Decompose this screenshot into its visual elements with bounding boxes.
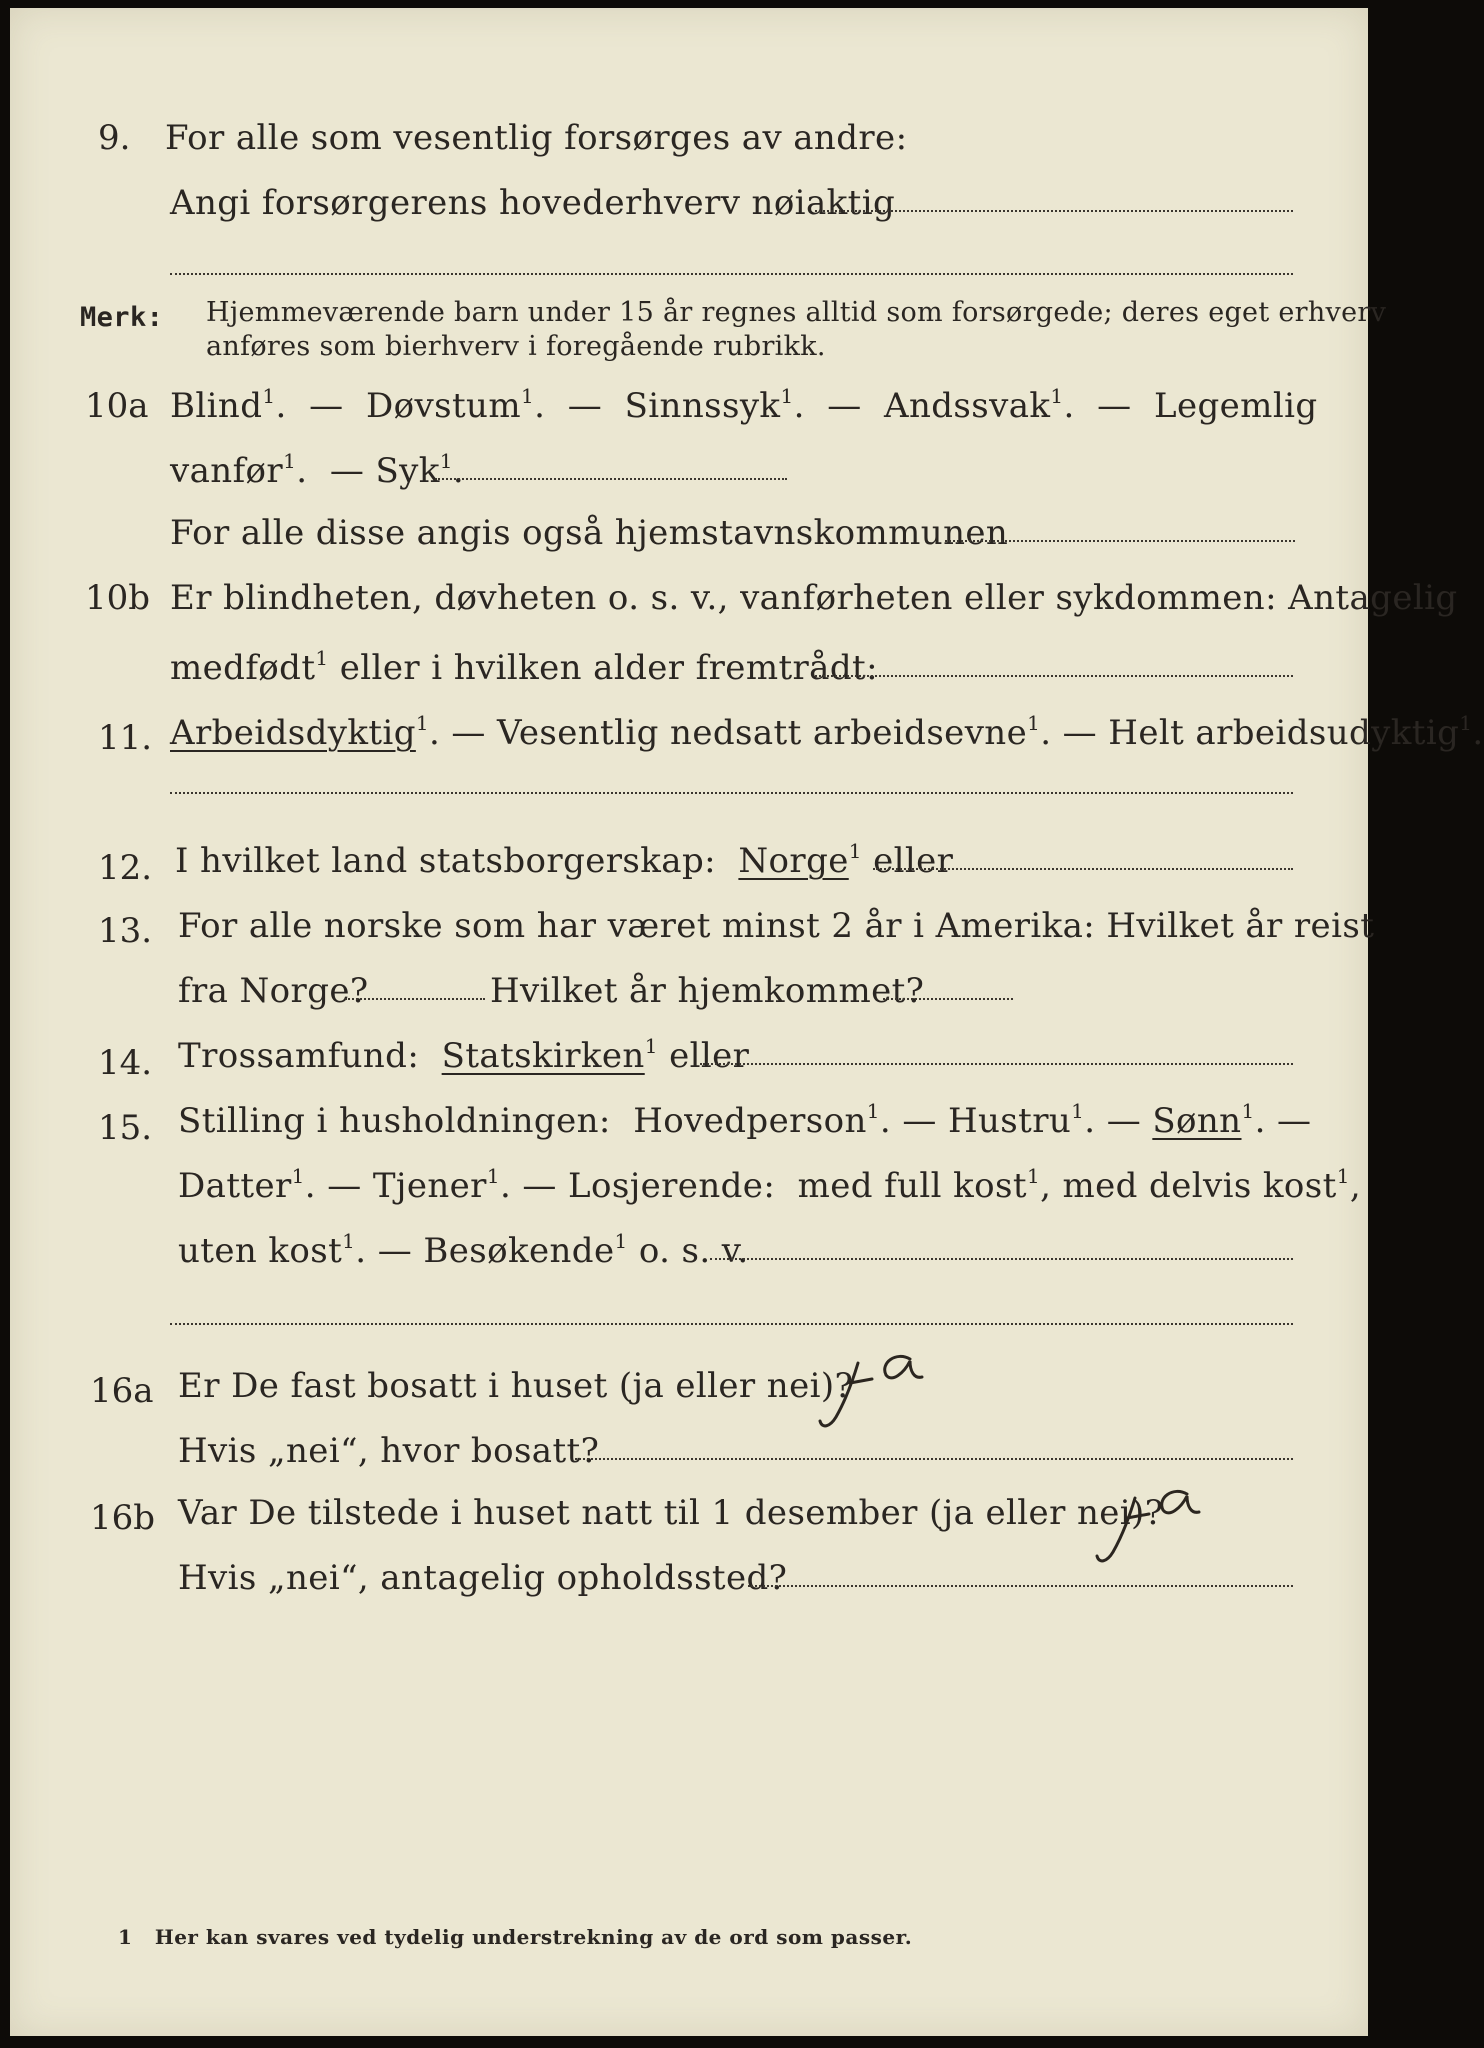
- merk-line2: anføres som bierhverv i foregående rubrikk.: [206, 331, 826, 362]
- option-datter[interactable]: Datter: [178, 1166, 292, 1206]
- option-andssvak[interactable]: Andssvak: [884, 386, 1051, 426]
- option-hovedperson[interactable]: Hovedperson: [633, 1101, 867, 1141]
- option-besokende[interactable]: Besøkende: [423, 1231, 615, 1271]
- q13-hjemkommet-line[interactable]: [883, 998, 1013, 1000]
- q10a-options-row2: vanfør$^1$. — Syk$^1$.: [170, 448, 465, 491]
- q11-options-row: Arbeidsdyktig$^1$. — Vesentlig nedsatt arbeidsevne$^1$. — Helt arbeidsudyktig$^1$.: [170, 710, 1484, 753]
- option-helt-arbeidsudyktig[interactable]: Helt arbeidsudyktig: [1108, 713, 1460, 753]
- q13-number: 13.: [98, 911, 153, 951]
- option-syk[interactable]: Syk: [375, 451, 440, 491]
- q16a-line1: Er De fast bosatt i huset (ja eller nei)?: [178, 1366, 854, 1406]
- option-delvis-kost[interactable]: med delvis kost: [1062, 1166, 1337, 1206]
- census-form-page: [10, 8, 1484, 2036]
- q16b-line2: Hvis „nei“, antagelig opholdssted?: [178, 1558, 788, 1598]
- q16b-handwritten-answer: [1075, 1470, 1225, 1580]
- q9-answer-line[interactable]: [815, 210, 1293, 212]
- q16b-line1: Var De tilstede i huset natt til 1 desember (ja eller nei)?: [178, 1493, 1164, 1533]
- q10b-answer-line[interactable]: [815, 675, 1293, 677]
- option-vesentlig-nedsatt[interactable]: Vesentlig nedsatt arbeidsevne: [497, 713, 1028, 753]
- q15-row1: Stilling i husholdningen: Hovedperson$^1$. — Hustru$^1$. — Sønn$^1$. —: [178, 1098, 1312, 1141]
- q12-number: 12.: [98, 848, 153, 888]
- q15-number: 15.: [98, 1108, 153, 1148]
- option-uten-kost[interactable]: uten kost: [178, 1231, 343, 1271]
- q16a-handwritten-answer: [800, 1333, 950, 1443]
- q10a-options-row: Blind$^1$. — Døvstum$^1$. — Sinnssyk$^1$. — Andssvak$^1$. — Legemlig: [170, 383, 1318, 426]
- q11-number: 11.: [98, 718, 153, 758]
- footnote: 1 Her kan svares ved tydelig understrekning av de ord som passer.: [118, 1925, 913, 1949]
- q9-number: 9.: [98, 118, 131, 158]
- q15-row3: uten kost$^1$. — Besøkende$^1$ o. s. v.: [178, 1228, 749, 1271]
- q10a-hjemstavn-line[interactable]: [945, 540, 1295, 542]
- q14-number: 14.: [98, 1043, 153, 1083]
- option-hustru[interactable]: Hustru: [947, 1101, 1072, 1141]
- q10a-number: 10a: [85, 386, 149, 426]
- option-statskirken[interactable]: Statskirken: [441, 1036, 645, 1076]
- merk-line1: Hjemmeværende barn under 15 år regnes alltid som forsørgede; deres eget erhverv: [206, 297, 1387, 328]
- q12-row: I hvilket land statsborgerskap: Norge$^1$ eller: [175, 838, 954, 881]
- q9-line2: Angi forsørgerens hovederhverv nøiaktig: [170, 183, 896, 223]
- option-dovstum[interactable]: Døvstum: [365, 386, 521, 426]
- q16a-line2: Hvis „nei“, hvor bosatt?: [178, 1431, 600, 1471]
- q13-line1: For alle norske som har været minst 2 år i Amerika: Hvilket år reist: [178, 906, 1375, 946]
- q10a-answer-line[interactable]: [435, 478, 787, 480]
- q14-answer-line[interactable]: [700, 1063, 1293, 1065]
- option-sonn[interactable]: Sønn: [1152, 1101, 1242, 1141]
- q13-fra-norge: fra Norge?: [178, 971, 369, 1011]
- option-full-kost[interactable]: med full kost: [797, 1166, 1027, 1206]
- q9-answer-line-2[interactable]: [170, 273, 1293, 275]
- q13-reist-line[interactable]: [345, 998, 485, 1000]
- q9-line1: For alle som vesentlig forsørges av andre:: [165, 118, 908, 158]
- option-blind[interactable]: Blind: [170, 386, 263, 426]
- q14-row: Trossamfund: Statskirken$^1$ eller: [178, 1033, 750, 1076]
- q10b-line2: medfødt$^1$ eller i hvilken alder fremtrådt:: [170, 645, 878, 688]
- q10b-line1: Er blindheten, døvheten o. s. v., vanførheten eller sykdommen: Antagelig: [170, 578, 1458, 618]
- option-tjener[interactable]: Tjener: [372, 1166, 487, 1206]
- merk-label: Merk:: [80, 302, 164, 333]
- q10b-number: 10b: [85, 578, 151, 618]
- q16b-number: 16b: [90, 1498, 156, 1538]
- q10a-line3: For alle disse angis også hjemstavnskommunen: [170, 513, 1009, 553]
- q11-answer-line[interactable]: [170, 792, 1293, 794]
- q13-hjemkommet: Hvilket år hjemkommet?: [490, 971, 925, 1011]
- q15-answer-line-2[interactable]: [170, 1323, 1293, 1325]
- option-medfodt[interactable]: medfødt: [170, 648, 316, 688]
- option-legemlig[interactable]: Legemlig: [1154, 386, 1318, 426]
- q15-row2: Datter$^1$. — Tjener$^1$. — Losjerende: med full kost$^1$, med delvis kost$^1$,: [178, 1163, 1362, 1206]
- q12-answer-line[interactable]: [873, 868, 1293, 870]
- option-norge[interactable]: Norge: [738, 841, 849, 881]
- q15-answer-line[interactable]: [710, 1258, 1293, 1260]
- option-arbeidsdyktig[interactable]: Arbeidsdyktig: [170, 713, 416, 753]
- q16a-answer-line[interactable]: [575, 1458, 1293, 1460]
- option-sinnssyk[interactable]: Sinnssyk: [624, 386, 781, 426]
- q16b-answer-line[interactable]: [748, 1585, 1293, 1587]
- option-vanfor[interactable]: vanfør: [170, 451, 284, 491]
- q16a-number: 16a: [90, 1371, 154, 1411]
